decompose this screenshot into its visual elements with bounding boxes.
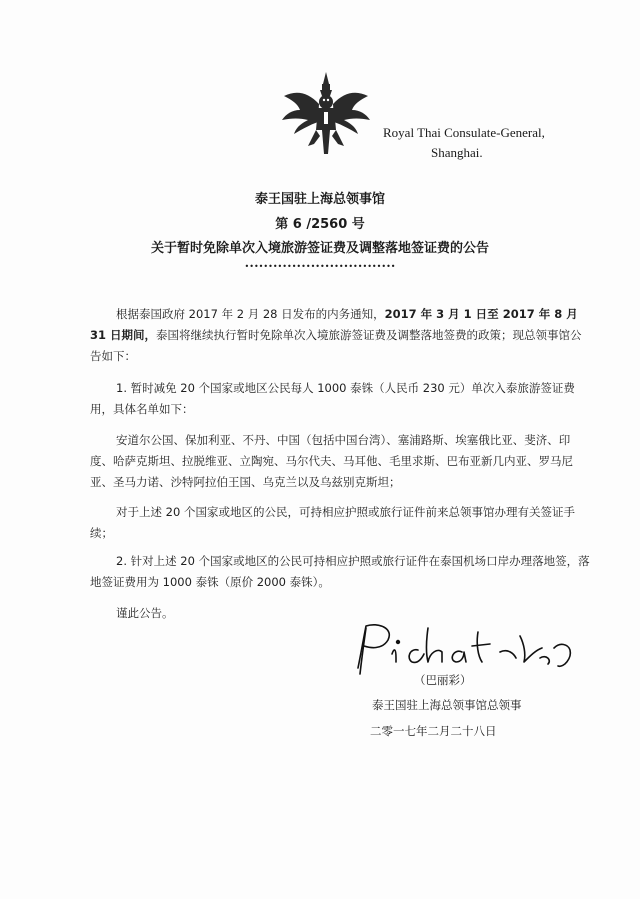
paragraph-intro-part3: 泰国将继续执行暂时免除单次入境旅游签证费及调整落地签费的政策；现总领事馆公告如下： xyxy=(90,328,582,363)
consulate-name-cn: 泰王国驻上海总领事馆 xyxy=(254,192,385,207)
paragraph-intro-part1: 根据泰国政府 2017 年 2 月 28 日发布的内务通知， xyxy=(116,307,385,321)
announcement-title: 关于暂时免除单次入境旅游签证费及调整落地签证费的公告 xyxy=(150,241,489,256)
paragraph-country-list: 安道尔公国、保加利亚、不丹、中国（包括中国台湾）、塞浦路斯、埃塞俄比亚、斐济、印度、哈萨克斯坦、拉脱维亚、立陶宛、马尔代夫、马耳他、毛里求斯、巴布亚新几内亚、罗马尼亚、圣马力诺、沙特阿拉伯王国、乌克兰以及乌兹别克斯坦； xyxy=(90,433,573,489)
handwritten-signature xyxy=(348,618,584,680)
paragraph-consulate-procedure: 对于上述 20 个国家或地区的公民，可持相应护照或旅行证件前来总领事馆办理有关签证手续； xyxy=(90,505,575,540)
paragraph-item-2: 2. 针对上述 20 个国家或地区的公民可持相应护照或旅行证件在泰国机场口岸办理落地签，落地签证费用为 1000 泰铢（原价 2000 泰铢）。 xyxy=(90,554,590,589)
title-separator: •••••••••••••••••••••••••••••••• xyxy=(244,262,396,271)
consulate-name-line2: Shanghai. xyxy=(431,145,483,160)
paragraph-closing: 谨此公告。 xyxy=(116,606,174,620)
announcement-number: 第 6 /2560 号 xyxy=(275,217,365,232)
garuda-emblem-icon xyxy=(278,70,374,158)
paragraph-intro xyxy=(90,304,590,367)
paragraph-item-1: 1. 暂时减免 20 个国家或地区公民每人 1000 泰铢（人民币 230 元）单次入泰旅游签证费用，具体名单如下： xyxy=(90,381,575,416)
announcement-date: 二零一七年二月二十八日 xyxy=(370,724,497,738)
signatory-name: （巴丽彩） xyxy=(414,673,472,687)
consulate-name-en xyxy=(383,123,545,163)
consulate-name-line1: Royal Thai Consulate-General, xyxy=(383,125,545,140)
paragraph-intro-dates: 2017 年 3 月 1 日至 2017 年 8 月 31 日期间， xyxy=(90,307,578,342)
signatory-title: 泰王国驻上海总领事馆总领事 xyxy=(372,698,522,712)
